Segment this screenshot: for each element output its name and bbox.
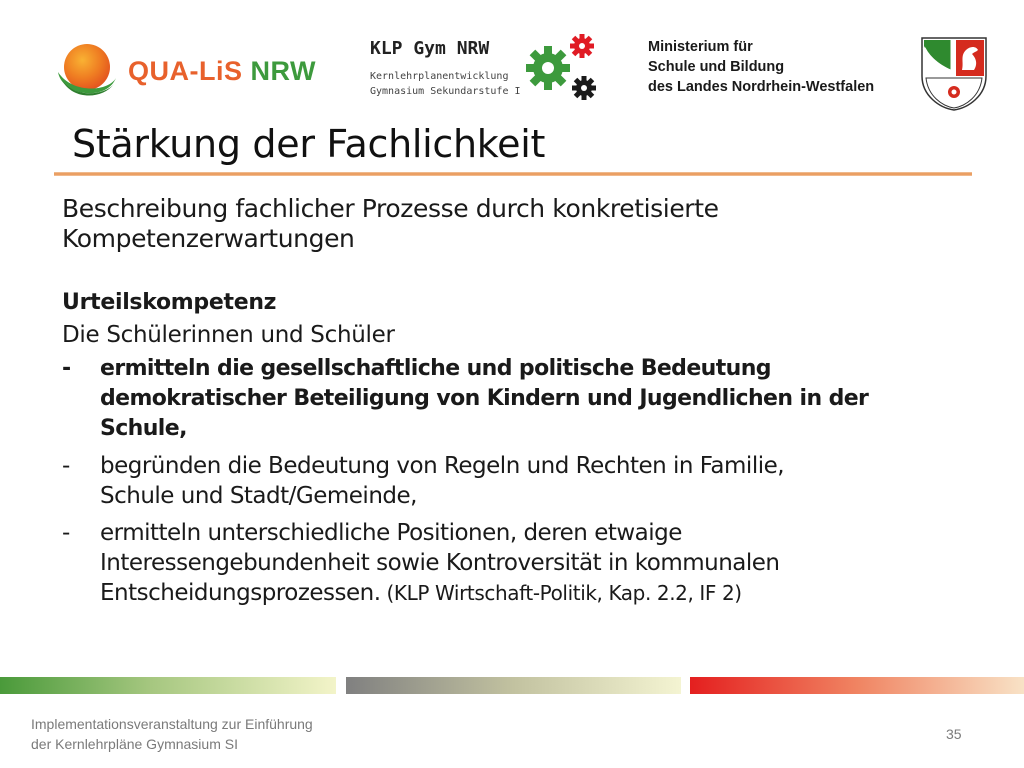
slide-body — [62, 194, 962, 615]
slide-title: Stärkung der Fachlichkeit — [72, 122, 546, 166]
color-bar-green — [0, 677, 336, 694]
qua-lis-logo — [54, 38, 316, 104]
lead-text: Die Schülerinnen und Schüler — [62, 322, 395, 348]
page-number: 35 — [946, 726, 962, 742]
color-bar-red — [690, 677, 1024, 694]
list-item: - begründen die Bedeutung von Regeln und Rechten in Familie, Schule und Stadt/Gemeinde, — [62, 453, 785, 509]
list-dash: - — [62, 453, 70, 479]
section-heading: Urteilskompetenz — [62, 290, 277, 315]
footer-caption: Implementationsveranstaltung zur Einführung der Kernlehrpläne Gymnasium SI — [31, 716, 313, 752]
color-bar-grey — [346, 677, 681, 694]
klp-gym-logo — [370, 38, 610, 104]
qua-lis-wordmark: QUA-LiS NRW — [128, 56, 316, 86]
list-item: - ermitteln die gesellschaftliche und politische Bedeutung demokratischer Beteiligung von Kindern und Jugendlichen in der Schule, — [62, 356, 869, 441]
klp-title: KLP Gym NRW — [370, 38, 490, 59]
title-divider — [54, 172, 972, 176]
list-dash: - — [62, 520, 70, 546]
qua-lis-sun-icon — [54, 38, 120, 104]
curriculum-reference: (KLP Wirtschaft-Politik, Kap. 2.2, IF 2) — [380, 581, 742, 605]
gears-icon — [524, 34, 600, 104]
ministry-name: Ministerium für Schule und Bildung des Landes Nordrhein-Westfalen — [648, 39, 875, 95]
klp-subtitle: Kernlehrplanentwicklung Gymnasium Sekundarstufe I — [370, 71, 521, 97]
competence-list — [62, 354, 962, 608]
nrw-coat-of-arms-icon — [920, 36, 988, 112]
list-dash: - — [62, 356, 71, 381]
list-item: - ermitteln unterschiedliche Positionen, deren etwaige Interessengebundenheit sowie Kontroversität in kommunalen Entscheidungsprozessen. (KLP Wirtschaft-Politik, Kap. 2.2, IF 2) — [62, 520, 780, 606]
intro-text: Beschreibung fachlicher Prozesse durch konkretisierte Kompetenzerwartungen — [62, 194, 719, 253]
